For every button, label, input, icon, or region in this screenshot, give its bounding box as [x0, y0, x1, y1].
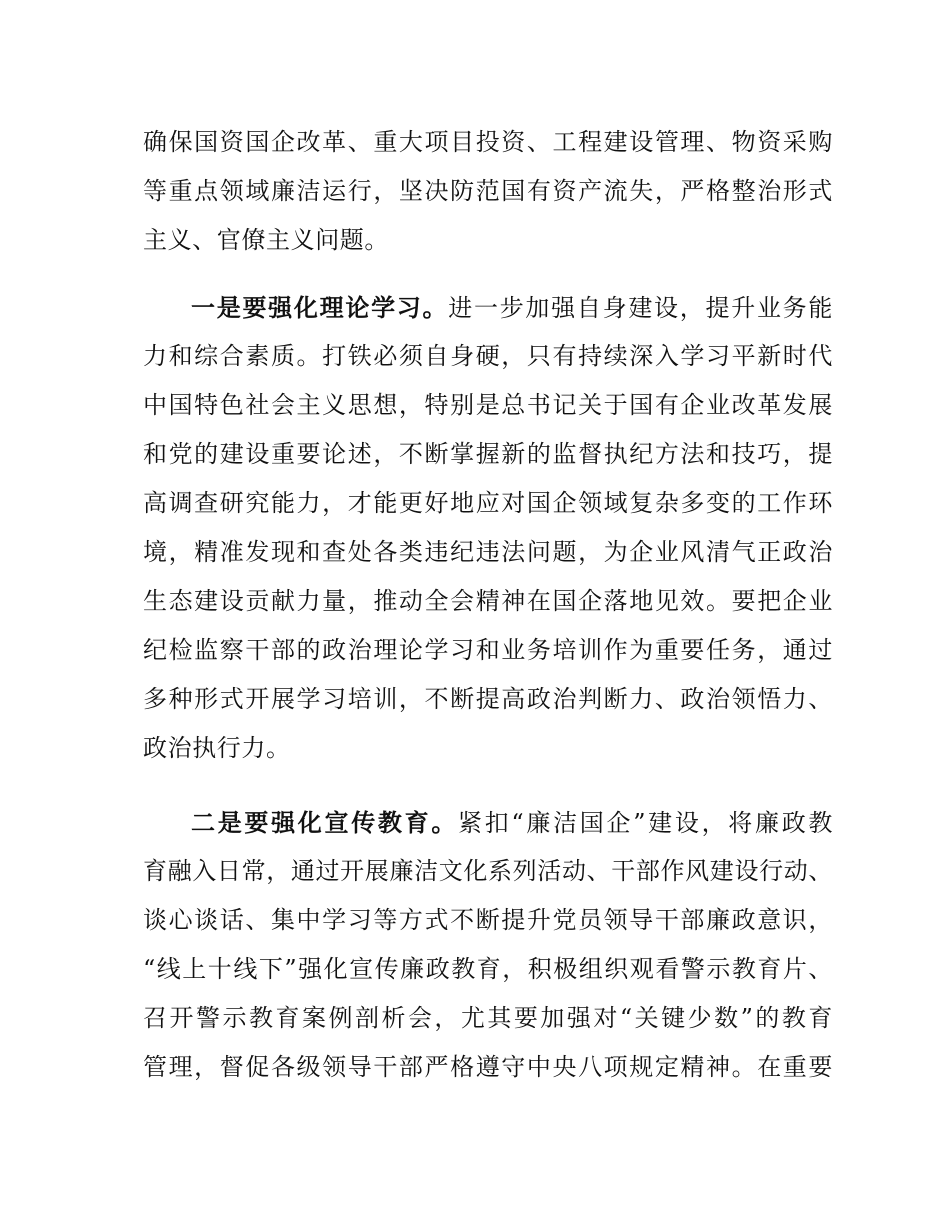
text-line: 生态建设贡献力量，推动全会精神在国企落地见效。要把企业: [143, 587, 833, 615]
text-line: 境，精准发现和查处各类违纪违法问题，为企业风清气正政治: [143, 538, 833, 566]
text-line: 力和综合素质。打铁必须自身硬，只有持续深入学习平新时代: [143, 342, 833, 370]
text-line: 和党的建设重要论述，不断掌握新的监督执纪方法和技巧，提: [143, 440, 833, 468]
text-line: 中国特色社会主义思想，特别是总书记关于国有企业改革发展: [143, 391, 833, 419]
section-heading: 一是要强化理论学习。: [191, 293, 449, 322]
section-heading: 二是要强化宣传教育。: [191, 808, 459, 837]
text-line: 召开警示教育案例剖析会，尤其要加强对“关键少数”的教育: [143, 1004, 833, 1032]
text-line: [143, 798, 833, 847]
text-line: 政治执行力。: [143, 734, 291, 762]
text-line: 确保国资国企改革、重大项目投资、工程建设管理、物资采购: [143, 128, 833, 156]
text-line: 等重点领域廉洁运行，坚决防范国有资产流失，严格整治形式: [143, 177, 833, 205]
text-line: 纪检监察干部的政治理论学习和业务培训作为重要任务，通过: [143, 636, 833, 664]
text-line: 主义、官僚主义问题。: [143, 226, 389, 254]
text-line: 育融入日常，通过开展廉洁文化系列活动、干部作风建设行动、: [143, 857, 833, 885]
paragraph-theory-study: [143, 283, 833, 773]
text-line: 管理，督促各级领导干部严格遵守中央八项规定精神。在重要: [143, 1053, 833, 1081]
text-line: 多种形式开展学习培训，不断提高政治判断力、政治领悟力、: [143, 685, 833, 713]
text-line: “线上十线下”强化宣传廉政教育，积极组织观看警示教育片、: [143, 955, 833, 983]
heading-continuation: 紧扣“廉洁国企”建设，将廉政教: [458, 809, 834, 837]
text-line: 高调查研究能力，才能更好地应对国企领域复杂多变的工作环: [143, 489, 833, 517]
paragraph-publicity-education: [143, 798, 833, 1092]
text-line: [143, 283, 833, 332]
heading-continuation: 进一步加强自身建设，提升业务能: [448, 294, 833, 322]
text-line: 谈心谈话、集中学习等方式不断提升党员领导干部廉政意识，: [143, 906, 833, 934]
paragraph-intro-continuation: [143, 118, 833, 265]
